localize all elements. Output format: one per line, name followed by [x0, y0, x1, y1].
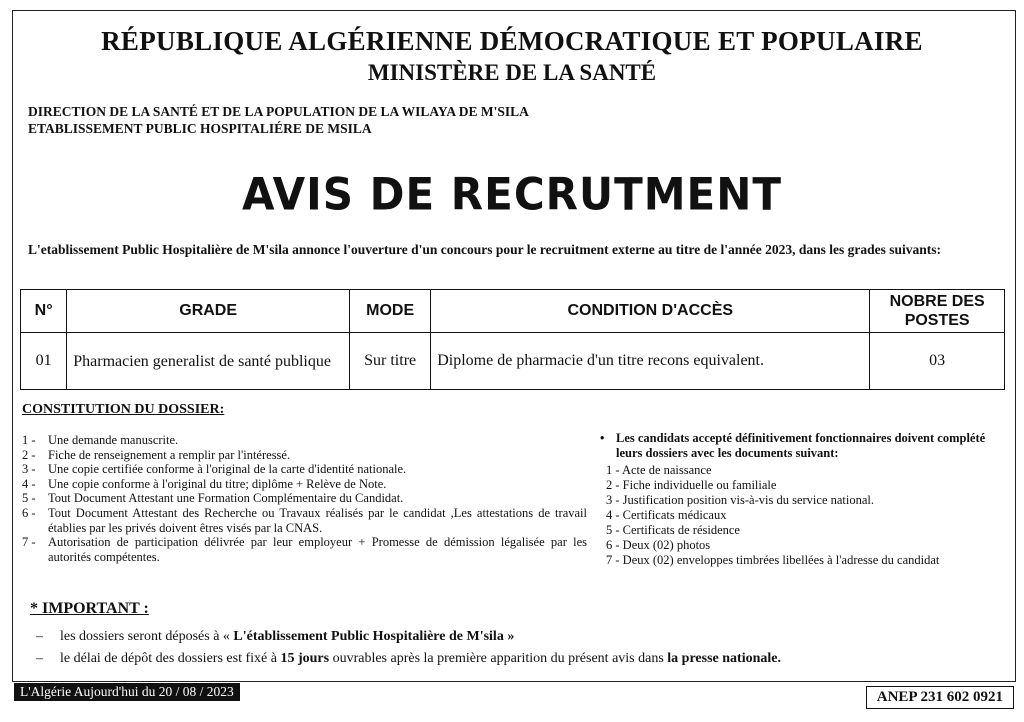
table-header-row — [21, 290, 1005, 333]
row-condition: Diplome de pharmacie d'un titre recons equivalent. — [431, 333, 870, 390]
bullet-icon: • — [600, 431, 605, 445]
row-grade: Pharmacien generalist de santé publique — [67, 333, 350, 390]
item-text: Une copie certifiée conforme à l'original de la carte d'identité nationale. — [48, 462, 407, 477]
item-text: Tout Document Attestant des Recherche ou Travaux réalisés par le candidat ,Les attestations de travail établies par les privés doivent êtres visés par la CNAS. — [48, 505, 587, 535]
establishment-line: ETABLISSEMENT PUBLIC HOSPITALIÉRE DE MSILA — [28, 121, 372, 136]
item-text: Acte de naissance — [621, 463, 712, 477]
item-text: Une copie conforme à l'original du titre; diplôme + Relève de Note. — [48, 476, 387, 491]
list-item — [606, 538, 1005, 553]
item-number: 7 - — [606, 553, 620, 567]
col-posts-header: NOBRE DES POSTES — [870, 290, 1005, 333]
item-text: Fiche de renseignement a remplir par l'intéressé. — [48, 447, 291, 462]
item-number: 7 - — [22, 535, 36, 550]
item-number: 3 - — [22, 462, 36, 477]
dash-icon: – — [36, 651, 43, 666]
note2-text: le délai de dépôt des dossiers est fixé à — [60, 651, 281, 666]
note2-bold-press: la presse nationale. — [667, 651, 781, 666]
list-item — [606, 463, 1005, 478]
anep-reference: ANEP 231 602 0921 — [866, 686, 1014, 709]
accepted-candidates-block — [600, 431, 1005, 568]
item-number: 2 - — [22, 447, 36, 462]
dash-icon: – — [36, 629, 43, 644]
item-text: Deux (02) photos — [622, 538, 711, 552]
direction-block — [28, 103, 529, 137]
note-text — [60, 626, 514, 648]
recruitment-table — [20, 289, 1005, 390]
item-text: Certificats médicaux — [622, 508, 727, 522]
item-number: 4 - — [606, 508, 620, 522]
list-item — [606, 508, 1005, 523]
accepted-heading — [600, 431, 1005, 461]
note1-text: les dossiers seront déposés à « — [60, 629, 230, 644]
item-number: 5 - — [22, 491, 36, 506]
note2-bold-days: 15 jours — [280, 651, 330, 666]
item-text: Fiche individuelle ou familiale — [622, 478, 777, 492]
newspaper-source: L'Algérie Aujourd'hui du 20 / 08 / 2023 — [14, 683, 240, 701]
list-item — [606, 523, 1005, 538]
table-row — [21, 333, 1005, 390]
row-posts: 03 — [870, 333, 1005, 390]
item-text: Certificats de résidence — [622, 523, 740, 537]
important-title-text: * IMPORTANT : — [30, 600, 149, 617]
item-number: 6 - — [22, 505, 36, 520]
row-number: 01 — [21, 333, 67, 390]
item-number: 3 - — [606, 493, 620, 507]
note-text — [60, 648, 781, 670]
dossier-title: CONSTITUTION DU DOSSIER: — [22, 402, 225, 417]
republic-heading: RÉPUBLIQUE ALGÉRIENNE DÉMOCRATIQUE ET POPULAIRE — [101, 26, 923, 56]
note-line-1 — [36, 626, 1016, 648]
item-number: 6 - — [606, 538, 620, 552]
notice-title: AVIS DE RECRUTMENT — [241, 168, 783, 221]
accepted-heading-text: Les candidats accepté définitivement fonctionnaires doivent complété leurs dossiers avec les documents suivant: — [616, 431, 986, 460]
col-condition-header: CONDITION D'ACCÈS — [431, 290, 870, 333]
row-mode: Sur titre — [350, 333, 431, 390]
item-number: 5 - — [606, 523, 620, 537]
col-grade-header: GRADE — [67, 290, 350, 333]
note1-bold: L'établissement Public Hospitalière de M'sila » — [229, 629, 515, 644]
list-item — [606, 493, 1005, 508]
accepted-list — [606, 463, 1005, 568]
item-text: Tout Document Attestant une Formation Complémentaire du Candidat. — [48, 491, 404, 506]
note2-mid: ouvrables après la première apparition du présent avis dans — [329, 651, 668, 666]
list-item — [22, 462, 587, 477]
list-item — [22, 491, 587, 506]
list-item — [606, 478, 1005, 493]
list-item — [22, 433, 587, 448]
important-notes — [36, 626, 1016, 670]
list-item — [22, 506, 587, 535]
item-text: Justification position vis-à-vis du service national. — [622, 493, 875, 507]
list-item — [606, 553, 1005, 568]
dossier-list — [22, 433, 587, 564]
col-mode-header: MODE — [350, 290, 431, 333]
item-text: Deux (02) enveloppes timbrées libellées à l'adresse du candidat — [622, 553, 940, 567]
col-number-header: N° — [21, 290, 67, 333]
item-number: 4 - — [22, 476, 36, 491]
list-item — [22, 448, 587, 463]
list-item — [22, 477, 587, 492]
item-number: 1 - — [22, 433, 36, 447]
item-number: 2 - — [606, 478, 620, 492]
direction-line: DIRECTION DE LA SANTÉ ET DE LA POPULATION DE LA WILAYA DE M'SILA — [28, 104, 529, 119]
intro-paragraph: L'etablissement Public Hospitalière de M'sila annonce l'ouverture d'un concours pour le recruitment externe au titre de l'année 2023, dans les grades suivants: — [28, 242, 941, 257]
item-text: Autorisation de participation délivrée par leur employeur + Promesse de démission légalisée par les autorités compétentes. — [48, 535, 587, 564]
note-line-2 — [36, 648, 1016, 670]
item-number: 1 - — [606, 463, 620, 477]
list-item — [22, 535, 587, 564]
item-text: Une demande manuscrite. — [48, 433, 179, 447]
important-title — [30, 600, 149, 618]
ministry-heading: MINISTÈRE DE LA SANTÉ — [367, 60, 657, 85]
